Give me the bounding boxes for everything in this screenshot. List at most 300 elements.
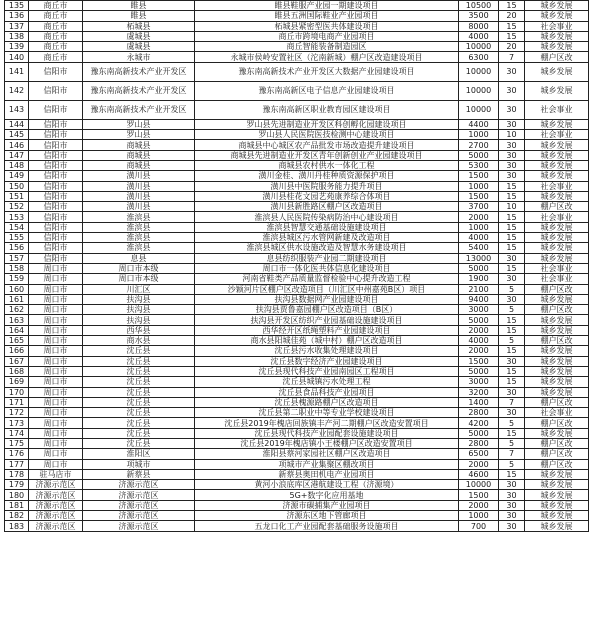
- cell-category: 城乡发展: [525, 62, 589, 81]
- cell-category: 城乡发展: [525, 428, 589, 438]
- cell-project-name: 沈丘县现代科技产业园配套设施建设项目: [195, 428, 459, 438]
- cell-project-name: 沙颖河片区棚户区改造项目（川汇区中州嘉苑B区）项目: [195, 284, 459, 294]
- table-row: [5, 150, 589, 160]
- cell-investment: 1400: [459, 397, 499, 407]
- table-row: [5, 438, 589, 448]
- cell-investment: 1000: [459, 222, 499, 232]
- table-row: [5, 42, 589, 52]
- cell-term-years: 30: [499, 500, 525, 510]
- cell-project-name: 潢川县桂花文园艺苑康养综合体项目: [195, 191, 459, 201]
- cell-row-number: 145: [5, 130, 29, 140]
- cell-category: 棚户区改: [525, 52, 589, 62]
- table-row: [5, 119, 589, 129]
- cell-investment: 5000: [459, 366, 499, 376]
- table-row: [5, 171, 589, 181]
- cell-county: 商城县: [83, 160, 195, 170]
- cell-category: 城乡发展: [525, 81, 589, 100]
- cell-term-years: 15: [499, 263, 525, 273]
- cell-project-name: 睢县五洲国际鞋业产业园项目: [195, 11, 459, 21]
- table-row: [5, 243, 589, 253]
- cell-city: 信阳市: [29, 233, 83, 243]
- cell-county: 沈丘县: [83, 408, 195, 418]
- cell-term-years: 15: [499, 181, 525, 191]
- cell-term-years: 10: [499, 130, 525, 140]
- cell-city: 济源示范区: [29, 500, 83, 510]
- cell-city: 周口市: [29, 438, 83, 448]
- cell-term-years: 20: [499, 11, 525, 21]
- cell-row-number: 167: [5, 356, 29, 366]
- cell-category: 社会事业: [525, 274, 589, 284]
- cell-city: 周口市: [29, 418, 83, 428]
- cell-project-name: 豫东南高新区电子信息产业园建设项目: [195, 81, 459, 100]
- cell-project-name: 河南省鞋类产品质量监督检验中心提升改造工程: [195, 274, 459, 284]
- cell-county: 罗山县: [83, 130, 195, 140]
- cell-investment: 4000: [459, 31, 499, 41]
- table-row: [5, 387, 589, 397]
- table-row: [5, 11, 589, 21]
- cell-category: 棚户区改: [525, 449, 589, 459]
- cell-city: 周口市: [29, 315, 83, 325]
- cell-city: 商丘市: [29, 31, 83, 41]
- cell-term-years: 30: [499, 100, 525, 119]
- cell-county: 柘城县: [83, 21, 195, 31]
- table-row: [5, 160, 589, 170]
- cell-project-name: 豫东南高新技术产业开发区大数据产业园建设项目: [195, 62, 459, 81]
- table-row: [5, 81, 589, 100]
- cell-project-name: 五龙口化工产业园配套基础服务设施项目: [195, 521, 459, 531]
- table-row: [5, 346, 589, 356]
- table-row: [5, 397, 589, 407]
- cell-city: 信阳市: [29, 81, 83, 100]
- cell-term-years: 15: [499, 325, 525, 335]
- cell-county: 淮滨县: [83, 212, 195, 222]
- cell-term-years: 30: [499, 140, 525, 150]
- cell-term-years: 30: [499, 356, 525, 366]
- cell-term-years: 5: [499, 459, 525, 469]
- cell-row-number: 175: [5, 438, 29, 448]
- cell-investment: 10500: [459, 1, 499, 11]
- cell-investment: 700: [459, 521, 499, 531]
- table-row: [5, 366, 589, 376]
- cell-investment: 4200: [459, 418, 499, 428]
- cell-investment: 10000: [459, 480, 499, 490]
- cell-term-years: 5: [499, 336, 525, 346]
- cell-row-number: 140: [5, 52, 29, 62]
- cell-investment: 5000: [459, 150, 499, 160]
- table-row: [5, 212, 589, 222]
- cell-row-number: 179: [5, 480, 29, 490]
- cell-investment: 4400: [459, 119, 499, 129]
- cell-term-years: 30: [499, 511, 525, 521]
- cell-row-number: 154: [5, 222, 29, 232]
- cell-project-name: 永城市侯岭安置社区（沱南新城）棚户区改造建设项目: [195, 52, 459, 62]
- cell-project-name: 扶沟县数据网产业园建设项目: [195, 294, 459, 304]
- table-row: [5, 62, 589, 81]
- cell-county: 新蔡县: [83, 469, 195, 479]
- table-row: [5, 377, 589, 387]
- cell-project-name: 济源东区地下管廊项目: [195, 511, 459, 521]
- cell-county: 济源示范区: [83, 480, 195, 490]
- cell-row-number: 138: [5, 31, 29, 41]
- cell-category: 城乡发展: [525, 42, 589, 52]
- cell-category: 城乡发展: [525, 521, 589, 531]
- cell-city: 信阳市: [29, 160, 83, 170]
- cell-county: 商城县: [83, 140, 195, 150]
- cell-category: 社会事业: [525, 181, 589, 191]
- table-row: [5, 21, 589, 31]
- cell-term-years: 30: [499, 294, 525, 304]
- cell-row-number: 153: [5, 212, 29, 222]
- cell-row-number: 170: [5, 387, 29, 397]
- cell-category: 社会事业: [525, 263, 589, 273]
- cell-county: 周口市本级: [83, 274, 195, 284]
- cell-investment: 1000: [459, 130, 499, 140]
- cell-city: 信阳市: [29, 191, 83, 201]
- cell-category: 城乡发展: [525, 222, 589, 232]
- cell-term-years: 10: [499, 202, 525, 212]
- cell-project-name: 商丘市跨境电商产业园项目: [195, 31, 459, 41]
- cell-investment: 2000: [459, 500, 499, 510]
- cell-term-years: 30: [499, 160, 525, 170]
- table-row: [5, 263, 589, 273]
- cell-category: 社会事业: [525, 130, 589, 140]
- table-row: [5, 356, 589, 366]
- cell-investment: 3500: [459, 11, 499, 21]
- cell-term-years: 5: [499, 418, 525, 428]
- table-row: [5, 130, 589, 140]
- cell-project-name: 沈丘县城镇污水处理工程: [195, 377, 459, 387]
- table-row: [5, 408, 589, 418]
- cell-project-name: 淮阳县蔡河家园社区棚户区改造项目: [195, 449, 459, 459]
- cell-category: 棚户区改: [525, 284, 589, 294]
- cell-project-name: 沈丘县污水收集处理建设项目: [195, 346, 459, 356]
- cell-county: 豫东南高新技术产业开发区: [83, 62, 195, 81]
- cell-term-years: 15: [499, 243, 525, 253]
- cell-county: 扶沟县: [83, 305, 195, 315]
- cell-row-number: 180: [5, 490, 29, 500]
- cell-term-years: 5: [499, 438, 525, 448]
- cell-category: 城乡发展: [525, 191, 589, 201]
- cell-city: 周口市: [29, 336, 83, 346]
- cell-investment: 2000: [459, 459, 499, 469]
- cell-row-number: 161: [5, 294, 29, 304]
- cell-project-name: 潢川县中医院服务能力提升项目: [195, 181, 459, 191]
- cell-investment: 3200: [459, 387, 499, 397]
- cell-row-number: 146: [5, 140, 29, 150]
- table-row: [5, 490, 589, 500]
- cell-city: 信阳市: [29, 181, 83, 191]
- cell-investment: 13000: [459, 253, 499, 263]
- table-row: [5, 500, 589, 510]
- table-row: [5, 336, 589, 346]
- cell-project-name: 沈丘县现代科技产业园南园区工程项目: [195, 366, 459, 376]
- table-row: [5, 100, 589, 119]
- cell-county: 沈丘县: [83, 377, 195, 387]
- cell-investment: 2000: [459, 325, 499, 335]
- cell-project-name: 淮滨县城区污水管网新建及改造项目: [195, 233, 459, 243]
- cell-project-name: 淮滨县城区供水设施改造及智慧水务建设项目: [195, 243, 459, 253]
- table-row: [5, 274, 589, 284]
- table-row: [5, 449, 589, 459]
- cell-county: 淮滨县: [83, 243, 195, 253]
- cell-category: 城乡发展: [525, 294, 589, 304]
- cell-investment: 10000: [459, 81, 499, 100]
- cell-row-number: 177: [5, 459, 29, 469]
- cell-city: 信阳市: [29, 222, 83, 232]
- cell-row-number: 163: [5, 315, 29, 325]
- table-row: [5, 284, 589, 294]
- cell-row-number: 171: [5, 397, 29, 407]
- cell-term-years: 7: [499, 449, 525, 459]
- cell-category: 社会事业: [525, 100, 589, 119]
- table-row: [5, 428, 589, 438]
- cell-category: 城乡发展: [525, 140, 589, 150]
- cell-project-name: 济源市碳捕集产业园项目: [195, 500, 459, 510]
- cell-county: 潢川县: [83, 171, 195, 181]
- cell-category: 城乡发展: [525, 325, 589, 335]
- cell-project-name: 罗山县人民医院医技检测中心建设项目: [195, 130, 459, 140]
- cell-row-number: 176: [5, 449, 29, 459]
- cell-row-number: 162: [5, 305, 29, 315]
- table-row: [5, 181, 589, 191]
- cell-county: 潢川县: [83, 202, 195, 212]
- cell-category: 社会事业: [525, 21, 589, 31]
- cell-term-years: 30: [499, 521, 525, 531]
- project-table: [4, 0, 589, 532]
- cell-investment: 5000: [459, 263, 499, 273]
- table-row: [5, 325, 589, 335]
- cell-city: 驻马店市: [29, 469, 83, 479]
- cell-investment: 5000: [459, 428, 499, 438]
- table-row: [5, 511, 589, 521]
- cell-investment: 10000: [459, 42, 499, 52]
- cell-investment: 5400: [459, 243, 499, 253]
- cell-city: 商丘市: [29, 21, 83, 31]
- cell-city: 周口市: [29, 459, 83, 469]
- cell-city: 信阳市: [29, 253, 83, 263]
- cell-investment: 5300: [459, 160, 499, 170]
- cell-project-name: 沈丘县2019年槐店回族镇丰产河二期棚户区改造安置项目: [195, 418, 459, 428]
- cell-city: 信阳市: [29, 212, 83, 222]
- cell-project-name: 商城县农村供水一体化工程: [195, 160, 459, 170]
- cell-county: 沈丘县: [83, 356, 195, 366]
- cell-category: 社会事业: [525, 408, 589, 418]
- cell-category: 城乡发展: [525, 356, 589, 366]
- cell-row-number: 148: [5, 160, 29, 170]
- cell-city: 周口市: [29, 294, 83, 304]
- cell-city: 济源示范区: [29, 480, 83, 490]
- cell-row-number: 135: [5, 1, 29, 11]
- cell-category: 城乡发展: [525, 11, 589, 21]
- cell-term-years: 30: [499, 171, 525, 181]
- cell-row-number: 142: [5, 81, 29, 100]
- cell-row-number: 174: [5, 428, 29, 438]
- cell-project-name: 罗山县先进制造业开发区科创孵化园建设项目: [195, 119, 459, 129]
- cell-project-name: 扶沟县贾鲁嘉园棚户区改造项目（B区）: [195, 305, 459, 315]
- cell-investment: 1500: [459, 490, 499, 500]
- cell-row-number: 166: [5, 346, 29, 356]
- cell-county: 虞城县: [83, 42, 195, 52]
- cell-project-name: 柘城县紧密型医共体建设项目: [195, 21, 459, 31]
- cell-term-years: 30: [499, 480, 525, 490]
- cell-investment: 2800: [459, 408, 499, 418]
- cell-county: 沈丘县: [83, 418, 195, 428]
- cell-project-name: 商水县阳城佳苑（城中村）棚户区改造项目: [195, 336, 459, 346]
- cell-county: 豫东南高新技术产业开发区: [83, 100, 195, 119]
- cell-city: 周口市: [29, 305, 83, 315]
- cell-term-years: 15: [499, 469, 525, 479]
- cell-row-number: 136: [5, 11, 29, 21]
- table-row: [5, 459, 589, 469]
- cell-county: 豫东南高新技术产业开发区: [83, 81, 195, 100]
- cell-project-name: 5G+数字化应用基地: [195, 490, 459, 500]
- cell-city: 周口市: [29, 408, 83, 418]
- table-row: [5, 305, 589, 315]
- cell-city: 济源示范区: [29, 521, 83, 531]
- cell-category: 城乡发展: [525, 346, 589, 356]
- cell-city: 周口市: [29, 428, 83, 438]
- cell-term-years: 15: [499, 315, 525, 325]
- cell-investment: 2800: [459, 438, 499, 448]
- cell-term-years: 30: [499, 119, 525, 129]
- cell-project-name: 扶沟县开发区纺织产业园基础设施建设项目: [195, 315, 459, 325]
- cell-term-years: 7: [499, 52, 525, 62]
- cell-city: 济源示范区: [29, 511, 83, 521]
- cell-category: 城乡发展: [525, 490, 589, 500]
- table-row: [5, 480, 589, 490]
- cell-project-name: 息县纺织服装产业园二期建设项目: [195, 253, 459, 263]
- cell-project-name: 沈丘县第二职业中等专业学校建设项目: [195, 408, 459, 418]
- cell-county: 济源示范区: [83, 511, 195, 521]
- cell-city: 信阳市: [29, 62, 83, 81]
- cell-term-years: 20: [499, 42, 525, 52]
- cell-term-years: 15: [499, 21, 525, 31]
- cell-city: 周口市: [29, 284, 83, 294]
- cell-term-years: 15: [499, 346, 525, 356]
- cell-project-name: 商城县中心城区农产品批发市场改造提升建设项目: [195, 140, 459, 150]
- cell-row-number: 183: [5, 521, 29, 531]
- cell-row-number: 164: [5, 325, 29, 335]
- cell-row-number: 169: [5, 377, 29, 387]
- cell-term-years: 30: [499, 490, 525, 500]
- cell-city: 信阳市: [29, 130, 83, 140]
- table-row: [5, 469, 589, 479]
- project-table-body: [5, 1, 589, 532]
- cell-county: 淮滨县: [83, 222, 195, 232]
- cell-term-years: 15: [499, 366, 525, 376]
- cell-county: 沈丘县: [83, 366, 195, 376]
- cell-row-number: 178: [5, 469, 29, 479]
- cell-category: 城乡发展: [525, 160, 589, 170]
- cell-investment: 6300: [459, 52, 499, 62]
- cell-category: 城乡发展: [525, 233, 589, 243]
- cell-county: 济源示范区: [83, 490, 195, 500]
- cell-city: 周口市: [29, 263, 83, 273]
- cell-category: 城乡发展: [525, 480, 589, 490]
- table-row: [5, 191, 589, 201]
- cell-row-number: 152: [5, 202, 29, 212]
- cell-category: 社会事业: [525, 212, 589, 222]
- cell-city: 信阳市: [29, 100, 83, 119]
- cell-category: 城乡发展: [525, 366, 589, 376]
- table-row: [5, 52, 589, 62]
- cell-city: 信阳市: [29, 202, 83, 212]
- cell-row-number: 159: [5, 274, 29, 284]
- cell-project-name: 豫东南高新区职业教育园区建设项目: [195, 100, 459, 119]
- cell-investment: 3000: [459, 377, 499, 387]
- table-row: [5, 253, 589, 263]
- cell-county: 睢县: [83, 11, 195, 21]
- cell-county: 济源示范区: [83, 500, 195, 510]
- cell-project-name: 潢川县新胜路区棚户区改造项目: [195, 202, 459, 212]
- cell-project-name: 沈丘县数字经济产业园建设项目: [195, 356, 459, 366]
- cell-category: 棚户区改: [525, 202, 589, 212]
- cell-row-number: 147: [5, 150, 29, 160]
- cell-city: 信阳市: [29, 243, 83, 253]
- cell-investment: 3000: [459, 305, 499, 315]
- cell-term-years: 30: [499, 274, 525, 284]
- cell-investment: 10000: [459, 100, 499, 119]
- cell-investment: 2100: [459, 284, 499, 294]
- cell-row-number: 143: [5, 100, 29, 119]
- table-row: [5, 1, 589, 11]
- cell-category: 棚户区改: [525, 459, 589, 469]
- cell-county: 睢县: [83, 1, 195, 11]
- cell-city: 周口市: [29, 366, 83, 376]
- cell-investment: 6500: [459, 449, 499, 459]
- cell-term-years: 5: [499, 305, 525, 315]
- cell-county: 扶沟县: [83, 315, 195, 325]
- cell-row-number: 137: [5, 21, 29, 31]
- cell-project-name: 新蔡县奥田机电产业园项目: [195, 469, 459, 479]
- cell-category: 城乡发展: [525, 171, 589, 181]
- cell-row-number: 155: [5, 233, 29, 243]
- cell-row-number: 144: [5, 119, 29, 129]
- cell-term-years: 15: [499, 428, 525, 438]
- cell-city: 周口市: [29, 356, 83, 366]
- table-row: [5, 222, 589, 232]
- cell-county: 周口市本级: [83, 263, 195, 273]
- cell-county: 淮滨县: [83, 233, 195, 243]
- cell-term-years: 30: [499, 253, 525, 263]
- cell-row-number: 165: [5, 336, 29, 346]
- cell-project-name: 沈丘县槐源路棚户区改造项目: [195, 397, 459, 407]
- cell-category: 棚户区改: [525, 418, 589, 428]
- cell-term-years: 15: [499, 1, 525, 11]
- cell-row-number: 160: [5, 284, 29, 294]
- cell-city: 商丘市: [29, 42, 83, 52]
- cell-investment: 4000: [459, 336, 499, 346]
- cell-city: 周口市: [29, 377, 83, 387]
- cell-row-number: 181: [5, 500, 29, 510]
- cell-city: 商丘市: [29, 1, 83, 11]
- cell-county: 虞城县: [83, 31, 195, 41]
- cell-city: 周口市: [29, 346, 83, 356]
- cell-project-name: 沈丘县2019年槐店镇小王楼棚户区改造安置项目: [195, 438, 459, 448]
- cell-project-name: 淮滨县人民医院传染病防治中心建设项目: [195, 212, 459, 222]
- cell-category: 城乡发展: [525, 243, 589, 253]
- cell-project-name: 西华经开区纸绳塑料产业园建设项目: [195, 325, 459, 335]
- cell-county: 罗山县: [83, 119, 195, 129]
- cell-county: 潢川县: [83, 181, 195, 191]
- cell-term-years: 30: [499, 81, 525, 100]
- table-row: [5, 315, 589, 325]
- cell-investment: 4600: [459, 469, 499, 479]
- cell-county: 息县: [83, 253, 195, 263]
- cell-investment: 9400: [459, 294, 499, 304]
- cell-project-name: 淮滨县智慧交通基础设施建设项目: [195, 222, 459, 232]
- cell-category: 城乡发展: [525, 150, 589, 160]
